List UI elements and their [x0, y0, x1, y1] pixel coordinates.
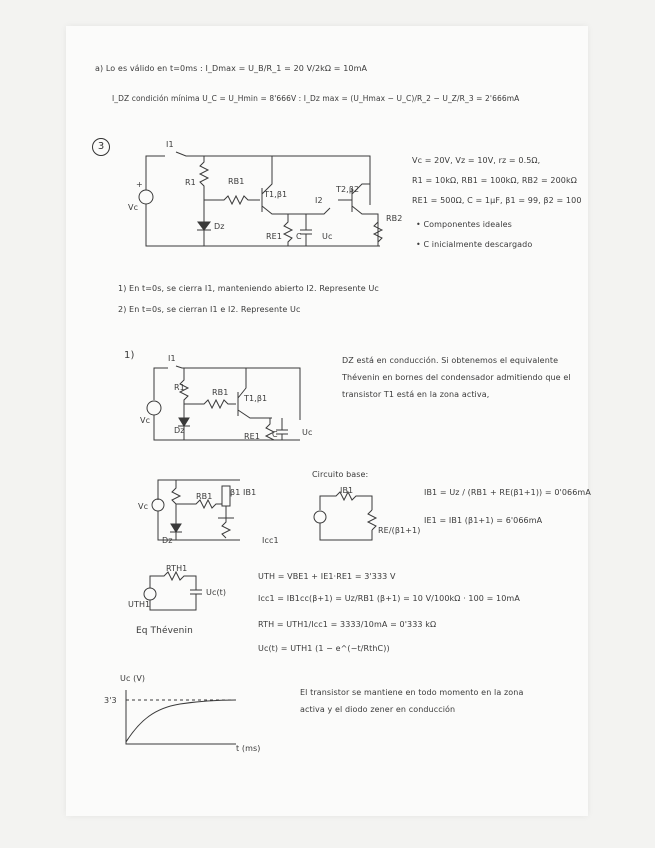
label-c: C — [296, 232, 302, 241]
param-1: Vc = 20V, Vz = 10V, rz = 0.5Ω, — [412, 156, 541, 165]
solution-paragraph: DZ está en conducción. Si obtenemos el equivalente Thévenin en bornes del condensador admitiendo que el transistor T1 está en la zona activa, — [342, 356, 571, 399]
label-rth: RTH1 — [166, 564, 188, 573]
eq-uth: UTH = VBE1 + IE1·RE1 = 3'333 V — [258, 572, 396, 581]
param-2: R1 = 10kΩ, RB1 = 100kΩ, RB2 = 200kΩ — [412, 176, 577, 185]
label-i2: I2 — [315, 196, 323, 205]
label-uth: UTH1 — [128, 600, 151, 609]
label-plus: + — [136, 180, 143, 189]
label-dz-c2: Dz — [162, 536, 173, 545]
circuito-base — [314, 492, 376, 540]
question-1: 1) En t=0s, se cierra I1, manteniendo abierto I2. Represente Uc — [118, 284, 379, 293]
label-ib1-c2: β1 IB1 — [230, 488, 257, 497]
part-a-line-1: a) Lo es válido en t=0ms : I_Dmax = U_B/R_1 = 20 V/2kΩ = 10mA — [95, 64, 368, 73]
eq-ib1: IB1 = Uz / (RB1 + RE(β1+1)) = 0'066mA — [424, 488, 591, 497]
label-uc: Uc — [322, 232, 333, 241]
label-t2: T2,β2 — [336, 185, 360, 194]
label-ib1-cb: IB1 — [340, 486, 354, 495]
label-c-sol: C — [272, 430, 278, 439]
solution-circuit-2 — [152, 480, 240, 540]
problem-number: 3 — [97, 141, 105, 152]
main-circuit — [139, 152, 382, 246]
label-re1-sol: RE1 — [244, 432, 261, 441]
label-t1-sol: T1,β1 — [244, 394, 268, 403]
solution-circuit-1 — [147, 366, 300, 440]
label-re1: RE1 — [266, 232, 283, 241]
label-icc-c2: Icc1 — [262, 536, 279, 545]
label-uct: Uc(t) — [206, 588, 227, 597]
label-rb1: RB1 — [228, 177, 245, 186]
label-uc-sol: Uc — [302, 428, 313, 437]
label-i1: I1 — [166, 140, 174, 149]
label-vc: Vc — [128, 203, 139, 212]
label-r1: R1 — [185, 178, 196, 187]
solution-title: 1) — [124, 350, 135, 361]
label-vc-c2: Vc — [138, 502, 149, 511]
label-vc-sol: Vc — [140, 416, 151, 425]
circuito-base-title: Circuito base: — [312, 470, 369, 479]
eq-icc: Icc1 = IB1cc(β+1) = Uz/RB1 (β+1) = 10 V/100kΩ · 100 = 10mA — [258, 594, 520, 603]
uc-graph — [126, 690, 236, 744]
eq-uc: Uc(t) = UTH1 (1 − e^(−t/RthC)) — [258, 644, 390, 653]
note-2: • C inicialmente descargado — [416, 240, 533, 249]
thevenin-circuit — [144, 572, 202, 610]
graph-ylabel: Uc (V) — [120, 674, 146, 683]
label-i1-sol: I1 — [168, 354, 176, 363]
label-rb2: RB2 — [386, 214, 403, 223]
question-2: 2) En t=0s, se cierran I1 e I2. Represente Uc — [118, 305, 301, 314]
label-t1: T1,β1 — [264, 190, 288, 199]
label-rb1-c2: RB1 — [196, 492, 213, 501]
label-dz-sol: Dz — [174, 426, 185, 435]
note-1: • Componentes ideales — [416, 220, 512, 229]
graph-xlabel: t (ms) — [236, 744, 261, 753]
param-3: RE1 = 500Ω, C = 1µF, β1 = 99, β2 = 100 — [412, 196, 582, 205]
eq-rth: RTH = UTH1/Icc1 = 3333/10mA = 0'333 kΩ — [258, 620, 437, 629]
label-rb1eq-cb: RE/(β1+1) — [378, 526, 421, 535]
label-dz: Dz — [214, 222, 225, 231]
final-text: El transistor se mantiene en todo momento en la zona activa y el diodo zener en conducción — [300, 688, 524, 714]
graph-tick: 3'3 — [104, 696, 117, 705]
eq-ie1: IE1 = IB1 (β1+1) = 6'066mA — [424, 516, 543, 525]
thevenin-label: Eq Thévenin — [136, 626, 193, 636]
part-a-line-2: I_DZ condición mínima U_C = U_Hmin = 8'666V : I_Dz max = (U_Hmax − U_C)/R_2 − U_Z/R_3 = 2'666mA — [112, 94, 520, 103]
label-rb1-sol: RB1 — [212, 388, 229, 397]
label-r1-sol: R1 — [174, 383, 185, 392]
